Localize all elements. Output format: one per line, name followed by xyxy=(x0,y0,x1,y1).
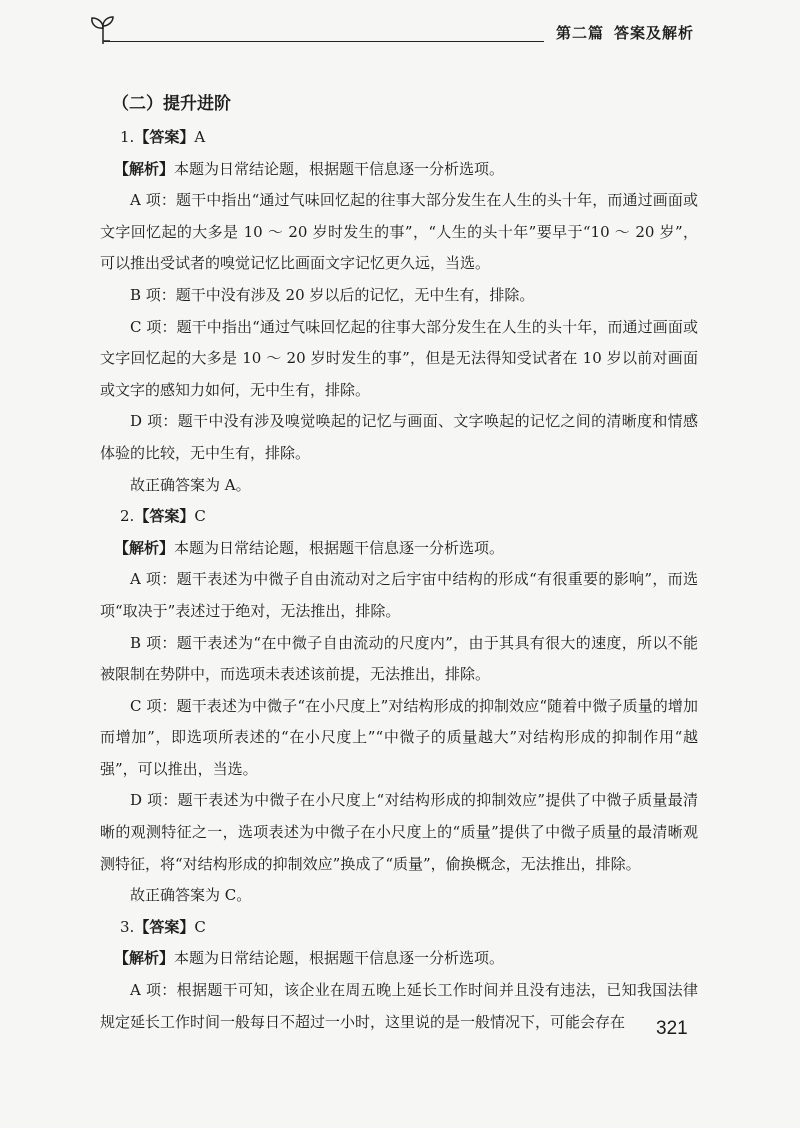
q2-option-a: A 项：题干表述为中微子自由流动对之后宇宙中结构的形成“有很重要的影响”，而选项“取决于”表述过于绝对，无法推出，排除。 xyxy=(100,570,698,620)
q1-option-a: A 项：题干中指出“通过气味回忆起的往事大部分发生在人生的头十年，而通过画面或文字回忆起的大多是 10 ～ 20 岁时发生的事”，“人生的头十年”要早于“10 ～ 20 岁”，可以推出受试者的嗅觉记忆比画面文字记忆更久远，当选。 xyxy=(100,191,698,273)
header-title xyxy=(556,22,694,43)
q1-analysis-tag: 【解析】 xyxy=(114,159,175,178)
q2-analysis-tag: 【解析】 xyxy=(114,538,175,557)
q2-option-d: D 项：题干表述为中微子在小尺度上“对结构形成的抑制效应”提供了中微子质量最清晰的观测特征之一，选项表述为中微子在小尺度上的“质量”提供了中微子质量的最清晰观测特征，将“对结构形成的抑制效应”换成了“质量”，偷换概念，无法推出，排除。 xyxy=(100,791,698,873)
q2-option-c: C 项：题干表述为中微子“在小尺度上”对结构形成的抑制效应“随着中微子质量的增加而增加”，即选项所表述的“在小尺度上”“中微子的质量越大”对结构形成的抑制作用“越强”，可以推出，当选。 xyxy=(100,696,698,778)
section-title: （二）提升进阶 xyxy=(112,94,231,114)
q1-answer-tag: 【答案】 xyxy=(134,128,195,146)
q1-analysis: 本题为日常结论题，根据题干信息逐一分析选项。 xyxy=(174,159,505,178)
q2-analysis: 本题为日常结论题，根据题干信息逐一分析选项。 xyxy=(174,538,505,557)
q2-analysis-line xyxy=(100,533,698,565)
q2-option-b: B 项：题干表述为“在中微子自由流动的尺度内”，由于其具有很大的速度，所以不能被限制在势阱中，而选项未表述该前提，无法推出，排除。 xyxy=(100,633,698,684)
header-part: 第二篇 xyxy=(556,24,605,42)
header-rule xyxy=(104,41,544,42)
page-body xyxy=(100,122,698,1038)
q3-option-a: A 项：根据题干可知，该企业在周五晚上延长工作时间并且没有违法，已知我国法律规定延长工作时间一般每日不超过一小时，这里说的是一般情况下，可能会存在 xyxy=(100,981,698,1031)
q3-answer-tag: 【答案】 xyxy=(134,917,195,936)
q2-conclusion: 故正确答案为 C。 xyxy=(130,886,252,905)
page-number: 321 xyxy=(656,1018,688,1039)
q1-answer: A xyxy=(194,128,206,146)
q1-option-b: B 项：题干中没有涉及 20 岁以后的记忆，无中生有，排除。 xyxy=(130,285,535,304)
q2-answer-line xyxy=(100,501,698,533)
q3-answer-line xyxy=(100,912,698,944)
q1-number: 1. xyxy=(120,128,135,146)
q3-analysis: 本题为日常结论题，根据题干信息逐一分析选项。 xyxy=(174,949,505,968)
q2-number: 2. xyxy=(120,507,135,526)
page-header xyxy=(0,0,800,60)
q1-analysis-line xyxy=(100,154,698,186)
q2-answer: C xyxy=(194,507,206,526)
q3-analysis-line xyxy=(100,943,698,975)
q3-number: 3. xyxy=(120,917,135,936)
q3-answer: C xyxy=(194,917,206,936)
q2-answer-tag: 【答案】 xyxy=(134,507,195,526)
header-section: 答案及解析 xyxy=(614,24,695,42)
q1-option-c: C 项：题干中指出“通过气味回忆起的往事大部分发生在人生的头十年，而通过画面或文字回忆起的大多是 10 ～ 20 岁时发生的事”，但是无法得知受试者在 10 岁以前对画面或文字的感知力如何，无中生有，排除。 xyxy=(100,317,698,399)
q1-conclusion: 故正确答案为 A。 xyxy=(130,475,251,494)
q1-option-d: D 项：题干中没有涉及嗅觉唤起的记忆与画面、文字唤起的记忆之间的清晰度和情感体验的比较，无中生有，排除。 xyxy=(100,412,698,462)
q1-answer-line xyxy=(100,122,698,154)
q3-analysis-tag: 【解析】 xyxy=(114,949,175,968)
